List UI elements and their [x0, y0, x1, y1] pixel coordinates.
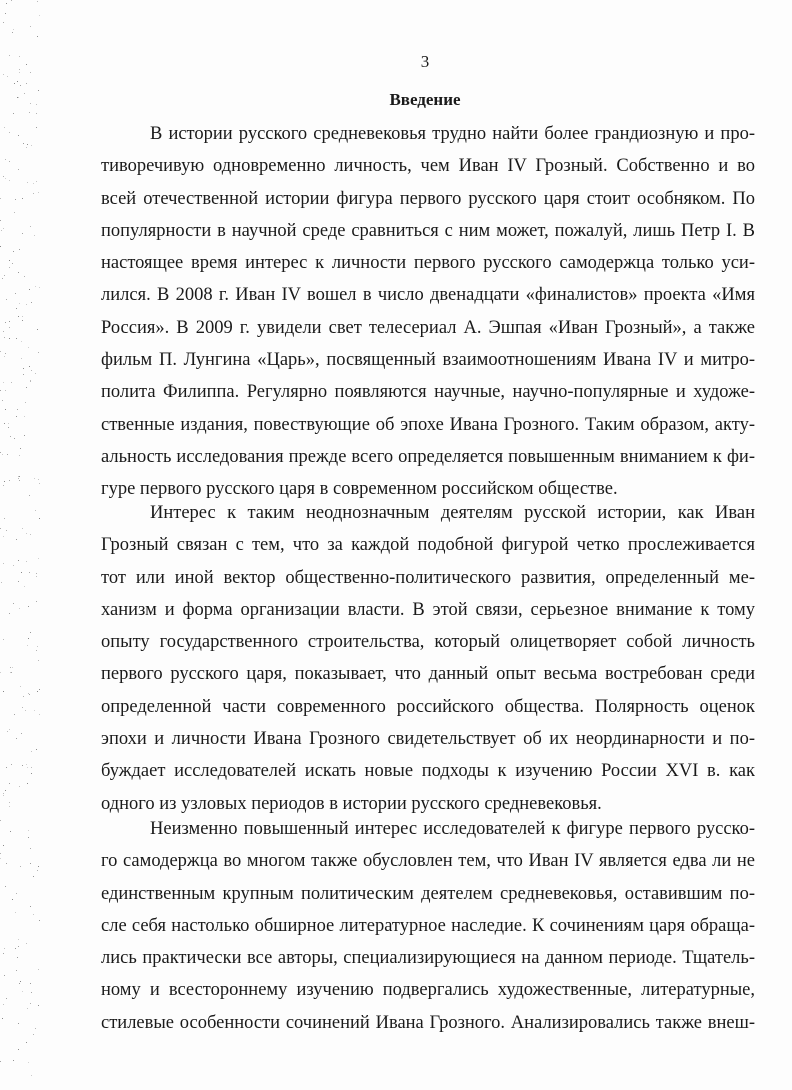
- scan-speck: [24, 586, 25, 587]
- scan-speck: [38, 969, 39, 970]
- text-line: сле себя настолько обширное литературное наследие. К сочинениям царя обраща-: [101, 915, 755, 936]
- scan-speck: [28, 638, 29, 639]
- scan-speck: [27, 645, 28, 646]
- scan-speck: [30, 906, 31, 907]
- scan-speck: [14, 438, 15, 439]
- scan-speck: [26, 943, 27, 944]
- scan-speck: [15, 293, 16, 294]
- scan-speck: [9, 480, 10, 481]
- scan-speck: [11, 382, 12, 383]
- scan-speck: [19, 608, 20, 609]
- scan-speck: [36, 127, 37, 128]
- scan-speck: [16, 308, 17, 309]
- scan-speck: [4, 975, 5, 976]
- scan-speck: [18, 478, 19, 479]
- scan-speck: [30, 534, 31, 535]
- scan-speck: [4, 275, 5, 276]
- scan-speck: [35, 373, 36, 374]
- scan-speck: [20, 448, 21, 449]
- scan-speck: [16, 539, 17, 540]
- scan-speck: [5, 409, 6, 410]
- scan-speck: [3, 845, 4, 846]
- scan-speck: [36, 113, 37, 114]
- scan-speck: [23, 143, 24, 144]
- scan-speck: [9, 260, 10, 261]
- scan-speck: [0, 220, 1, 221]
- scan-speck: [12, 899, 13, 900]
- scan-speck: [12, 667, 13, 668]
- scan-speck: [27, 144, 28, 145]
- scan-speck: [39, 483, 40, 484]
- scan-speck: [23, 696, 24, 697]
- scan-speck: [3, 691, 4, 692]
- scan-speck: [30, 848, 31, 849]
- scan-speck: [0, 246, 1, 247]
- scan-speck: [13, 565, 14, 566]
- scan-speck: [13, 113, 14, 114]
- scan-speck: [29, 289, 30, 290]
- text-line: Неизменно повышенный интерес исследователей к фигуре первого русско-: [150, 819, 755, 839]
- scan-speck: [35, 1028, 36, 1029]
- text-line: буждает исследователей искать новые подходы к изучению России XVI в. как: [101, 761, 755, 782]
- scan-speck: [3, 485, 4, 486]
- scan-speck: [22, 991, 23, 992]
- section-heading: Введение: [389, 90, 461, 109]
- scan-speck: [33, 1034, 34, 1035]
- scan-speck: [4, 127, 5, 128]
- scan-speck: [27, 783, 28, 784]
- scan-speck: [4, 337, 5, 338]
- scan-speck: [30, 380, 31, 381]
- scan-speck: [38, 866, 39, 867]
- scan-speck: [18, 97, 19, 98]
- scan-speck: [38, 1005, 39, 1006]
- scan-speck: [31, 145, 32, 146]
- scan-speck: [21, 733, 22, 734]
- scan-speck: [5, 322, 6, 323]
- scan-speck: [11, 672, 12, 673]
- scan-speck: [30, 863, 31, 864]
- scan-speck: [4, 481, 5, 482]
- scan-speck: [28, 1062, 29, 1063]
- scan-speck: [10, 672, 11, 673]
- scan-speck: [7, 731, 8, 732]
- scan-speck: [0, 1061, 1, 1062]
- scan-speck: [34, 478, 35, 479]
- scan-speck: [37, 329, 38, 330]
- scan-speck: [3, 331, 4, 332]
- scan-speck: [25, 402, 26, 403]
- scan-speck: [38, 192, 39, 193]
- scan-speck: [9, 267, 10, 268]
- scan-speck: [6, 299, 7, 300]
- scan-speck: [19, 476, 20, 477]
- scan-speck: [18, 135, 19, 136]
- scan-speck: [31, 992, 32, 993]
- scan-speck: [35, 286, 36, 287]
- scan-speck: [9, 327, 10, 328]
- scan-speck: [26, 387, 27, 388]
- scan-speck: [31, 370, 32, 371]
- scan-speck: [9, 338, 10, 339]
- text-line: одного из узловых периодов в истории русского средневековья.: [101, 793, 602, 814]
- scan-speck: [0, 528, 1, 529]
- scan-speck: [26, 64, 27, 65]
- scan-speck: [9, 55, 10, 56]
- scan-speck: [34, 235, 35, 236]
- scan-speck: [37, 36, 38, 37]
- scan-speck: [39, 689, 40, 690]
- scan-speck: [38, 479, 39, 480]
- scan-speck: [0, 351, 1, 352]
- scan-speck: [36, 573, 37, 574]
- text-line: опыту государственного строительства, который олицетворяет собой личность: [101, 632, 755, 653]
- scan-speck: [34, 710, 35, 711]
- scan-speck: [0, 820, 1, 821]
- scan-speck: [6, 998, 7, 999]
- scan-speck: [3, 795, 4, 796]
- scan-speck: [37, 646, 38, 647]
- text-line: Россия». В 2009 г. увидели свет телесериал А. Эшпая «Иван Грозный», а также: [101, 317, 755, 338]
- scan-speck: [10, 436, 11, 437]
- scan-speck: [3, 22, 4, 23]
- scan-speck: [26, 1042, 27, 1043]
- scan-speck: [0, 853, 1, 854]
- scan-speck: [20, 981, 21, 982]
- scan-speck: [33, 876, 34, 877]
- scan-speck: [33, 914, 34, 915]
- scan-speck: [26, 533, 27, 534]
- scan-speck: [14, 83, 15, 84]
- scan-speck: [13, 29, 14, 30]
- scan-speck: [29, 112, 30, 113]
- scan-speck: [33, 183, 34, 184]
- scan-speck: [21, 358, 22, 359]
- scan-speck: [6, 767, 7, 768]
- scan-speck: [19, 72, 20, 73]
- scan-speck: [17, 81, 18, 82]
- scan-speck: [19, 56, 20, 57]
- scan-speck: [30, 103, 31, 104]
- scan-speck: [16, 970, 17, 971]
- text-line: тиворечивую одновременно личность, чем Иван IV Грозный. Собственно и во: [101, 156, 755, 177]
- paragraph-3: [101, 813, 755, 1039]
- scan-speck: [38, 90, 39, 91]
- scan-speck: [4, 423, 5, 424]
- text-line: настоящее время интерес к личности первого русского самодержца только уси-: [101, 253, 755, 274]
- scan-speck: [19, 455, 20, 456]
- paragraph-2: [101, 497, 755, 820]
- scan-speck: [22, 198, 23, 199]
- scan-speck: [7, 454, 8, 455]
- scan-speck: [5, 178, 6, 179]
- scan-speck: [28, 837, 29, 838]
- scan-speck: [31, 1075, 32, 1076]
- scan-speck: [11, 0, 12, 1]
- scan-speck: [33, 193, 34, 194]
- scan-speck: [23, 374, 24, 375]
- scan-speck: [37, 1, 38, 2]
- scan-speck: [5, 390, 6, 391]
- scan-speck: [29, 572, 30, 573]
- text-line: гуре первого русского царя в современном российском обществе.: [101, 479, 618, 500]
- scan-speck: [28, 347, 29, 348]
- scan-speck: [6, 3, 7, 4]
- scan-speck: [36, 576, 37, 577]
- scan-speck: [30, 632, 31, 633]
- scan-speck: [9, 321, 10, 322]
- scan-speck: [36, 104, 37, 105]
- scan-speck: [9, 802, 10, 803]
- scan-speck: [13, 603, 14, 604]
- text-line: В истории русского средневековья трудно найти более грандиозную и про-: [150, 124, 755, 144]
- scan-speck: [30, 1003, 31, 1004]
- scan-speck: [38, 558, 39, 559]
- text-line: эпохи и личности Ивана Грозного свидетельствует об их неординарности и по-: [101, 729, 755, 750]
- scan-speck: [30, 26, 31, 27]
- scan-speck: [3, 953, 4, 954]
- text-line: первого русского царя, показывает, что данный опыт весьма востребован среди: [101, 664, 755, 685]
- scan-speck: [18, 946, 19, 947]
- scan-speck: [9, 783, 10, 784]
- text-line: популярности в научной среде сравниться с ним может, пожалуй, лишь Петр I. В: [101, 220, 755, 241]
- scan-speck: [30, 226, 31, 227]
- scan-speck: [39, 518, 40, 519]
- scan-speck: [26, 764, 27, 765]
- scan-speck: [21, 572, 22, 573]
- scan-speck: [29, 495, 30, 496]
- scan-speck: [14, 714, 15, 715]
- scan-speck: [18, 1049, 19, 1050]
- scan-speck: [18, 169, 19, 170]
- scan-speck: [38, 352, 39, 353]
- scan-speck: [38, 660, 39, 661]
- text-line: ственные издания, повествующие об эпохе Ивана Грозного. Таким образом, акту-: [101, 414, 755, 435]
- scan-speck: [31, 773, 32, 774]
- paragraph-1: [101, 118, 755, 506]
- scan-speck: [24, 435, 25, 436]
- scan-speck: [36, 650, 37, 651]
- scan-speck: [26, 147, 27, 148]
- text-line: ханизм и форма организации власти. В этой связи, серьезное внимание к тому: [101, 599, 755, 620]
- scan-speck: [30, 983, 31, 984]
- scan-speck: [26, 83, 27, 84]
- text-line: Грозный связан с тем, что за каждой подобной фигурой четко прослеживается: [101, 535, 755, 556]
- text-line: полита Филиппа. Регулярно появляются научные, научно-популярные и художе-: [101, 382, 755, 403]
- scan-speck: [4, 356, 5, 357]
- scan-speck: [9, 132, 10, 133]
- scan-speck: [11, 764, 12, 765]
- scan-speck: [28, 693, 29, 694]
- scan-speck: [19, 249, 20, 250]
- scan-speck: [10, 667, 11, 668]
- scan-speck: [39, 287, 40, 288]
- scan-speck: [22, 316, 23, 317]
- scan-speck: [2, 1018, 3, 1019]
- text-line: го самодержца во многом также обусловлен тем, что Иван IV является едва ли не: [101, 851, 755, 872]
- scan-speck: [25, 710, 26, 711]
- scan-speck: [17, 409, 18, 410]
- scan-speck: [35, 510, 36, 511]
- scan-speck: [14, 212, 15, 213]
- scan-speck: [39, 920, 40, 921]
- scan-speck: [36, 749, 37, 750]
- scan-speck: [13, 1060, 14, 1061]
- scan-speck: [23, 368, 24, 369]
- text-line: лился. В 2008 г. Иван IV вошел в число двенадцати «финалистов» проекта «Имя: [101, 285, 755, 306]
- scan-speck: [7, 76, 8, 77]
- scan-speck: [27, 182, 28, 183]
- scan-speck: [16, 893, 17, 894]
- scan-speck: [5, 353, 6, 354]
- scan-speck: [22, 765, 23, 766]
- scan-speck: [36, 181, 37, 182]
- scan-speck: [21, 341, 22, 342]
- scan-speck: [26, 304, 27, 305]
- scan-speck: [13, 251, 14, 252]
- scan-speck: [18, 1023, 19, 1024]
- scan-speck: [3, 639, 4, 640]
- text-line: альность исследования прежде всего определяется повышенным вниманием к фи-: [101, 446, 755, 467]
- text-line: ному и всестороннему изучению подвергались художественные, литературные,: [101, 980, 755, 1001]
- scan-speck: [19, 69, 20, 70]
- scan-speck: [17, 97, 18, 98]
- scan-speck: [3, 228, 4, 229]
- scan-speck: [28, 830, 29, 831]
- scan-speck: [1, 230, 2, 231]
- scan-speck: [0, 452, 1, 453]
- scan-speck: [10, 831, 11, 832]
- scan-speck: [0, 672, 1, 673]
- scan-speck: [18, 581, 19, 582]
- scan-speck: [2, 454, 3, 455]
- scan-speck: [27, 767, 28, 768]
- scan-speck: [37, 870, 38, 871]
- scan-speck: [36, 601, 37, 602]
- scan-speck: [9, 180, 10, 181]
- scan-speck: [15, 199, 16, 200]
- scan-speck: [3, 536, 4, 537]
- scan-speck: [20, 85, 21, 86]
- scan-speck: [12, 32, 13, 33]
- scan-speck: [30, 72, 31, 73]
- scan-speck: [18, 316, 19, 317]
- scan-speck: [24, 276, 25, 277]
- text-line: стилевые особенности сочинений Ивана Грозного. Анализировались также внеш-: [101, 1012, 755, 1033]
- text-line: фильм П. Лунгина «Царь», посвященный взаимоотношениям Ивана IV и митро-: [101, 350, 755, 371]
- scan-speck: [5, 790, 6, 791]
- scan-speck: [39, 15, 40, 16]
- scan-speck: [18, 939, 19, 940]
- scan-speck: [22, 528, 23, 529]
- text-line: Интерес к таким неоднозначным деятелям русской истории, как Иван: [150, 503, 755, 523]
- scan-speck: [6, 530, 7, 531]
- scan-speck: [16, 338, 17, 339]
- scan-speck: [19, 303, 20, 304]
- scan-speck: [9, 729, 10, 730]
- scan-speck: [9, 161, 10, 162]
- scan-speck: [8, 427, 9, 428]
- scan-speck: [8, 423, 9, 424]
- scan-speck: [0, 390, 1, 391]
- scan-speck: [0, 858, 1, 859]
- scan-speck: [26, 561, 27, 562]
- scan-speck: [5, 159, 6, 160]
- scan-speck: [4, 948, 5, 949]
- scan-speck: [22, 707, 23, 708]
- scan-speck: [18, 272, 19, 273]
- scan-speck: [22, 320, 23, 321]
- scan-speck: [37, 691, 38, 692]
- scan-speck: [31, 767, 32, 768]
- scan-speck: [22, 233, 23, 234]
- scan-speck: [1, 582, 2, 583]
- scan-speck: [20, 686, 21, 687]
- page-number: 3: [420, 52, 430, 71]
- text-line: всей отечественной истории фигура первого русского царя стоит особняком. По: [101, 188, 755, 209]
- scan-speck: [15, 912, 16, 913]
- scan-speck: [5, 13, 6, 14]
- text-line: определенной части современного российского общества. Полярность оценок: [101, 696, 755, 717]
- scan-speck: [31, 302, 32, 303]
- scan-speck: [24, 416, 25, 417]
- scan-speck: [17, 957, 18, 958]
- scan-speck: [9, 613, 10, 614]
- text-line: единственным крупным политическим деятелем средневековья, оставившим по-: [101, 883, 755, 904]
- scan-speck: [15, 948, 16, 949]
- scan-speck: [16, 738, 17, 739]
- scan-speck: [18, 476, 19, 477]
- scan-speck: [3, 176, 4, 177]
- scan-speck: [20, 866, 21, 867]
- scan-speck: [9, 806, 10, 807]
- scan-speck: [4, 518, 5, 519]
- scan-speck: [3, 563, 4, 564]
- scan-speck: [5, 886, 6, 887]
- scan-speck: [31, 751, 32, 752]
- scan-speck: [2, 400, 3, 401]
- scan-speck: [12, 263, 13, 264]
- scan-speck: [3, 382, 4, 383]
- scan-speck: [19, 480, 20, 481]
- scan-speck: [28, 606, 29, 607]
- scan-speck: [19, 786, 20, 787]
- scan-speck: [18, 560, 19, 561]
- scan-speck: [3, 1004, 4, 1005]
- scan-speck: [6, 863, 7, 864]
- scan-speck: [24, 93, 25, 94]
- scan-speck: [27, 1008, 28, 1009]
- scan-speck: [3, 74, 4, 75]
- scan-speck: [39, 714, 40, 715]
- text-line: тот или иной вектор общественно-политического развития, определенный ме-: [101, 567, 755, 588]
- scan-speck: [2, 278, 3, 279]
- scan-speck: [19, 983, 20, 984]
- scan-speck: [30, 381, 31, 382]
- scan-speck: [0, 198, 1, 199]
- scan-speck: [29, 694, 30, 695]
- scan-speck: [16, 416, 17, 417]
- scan-speck: [3, 793, 4, 794]
- scan-speck: [29, 366, 30, 367]
- text-line: лись практически все авторы, специализирующиеся на данном периоде. Тщатель-: [101, 948, 755, 969]
